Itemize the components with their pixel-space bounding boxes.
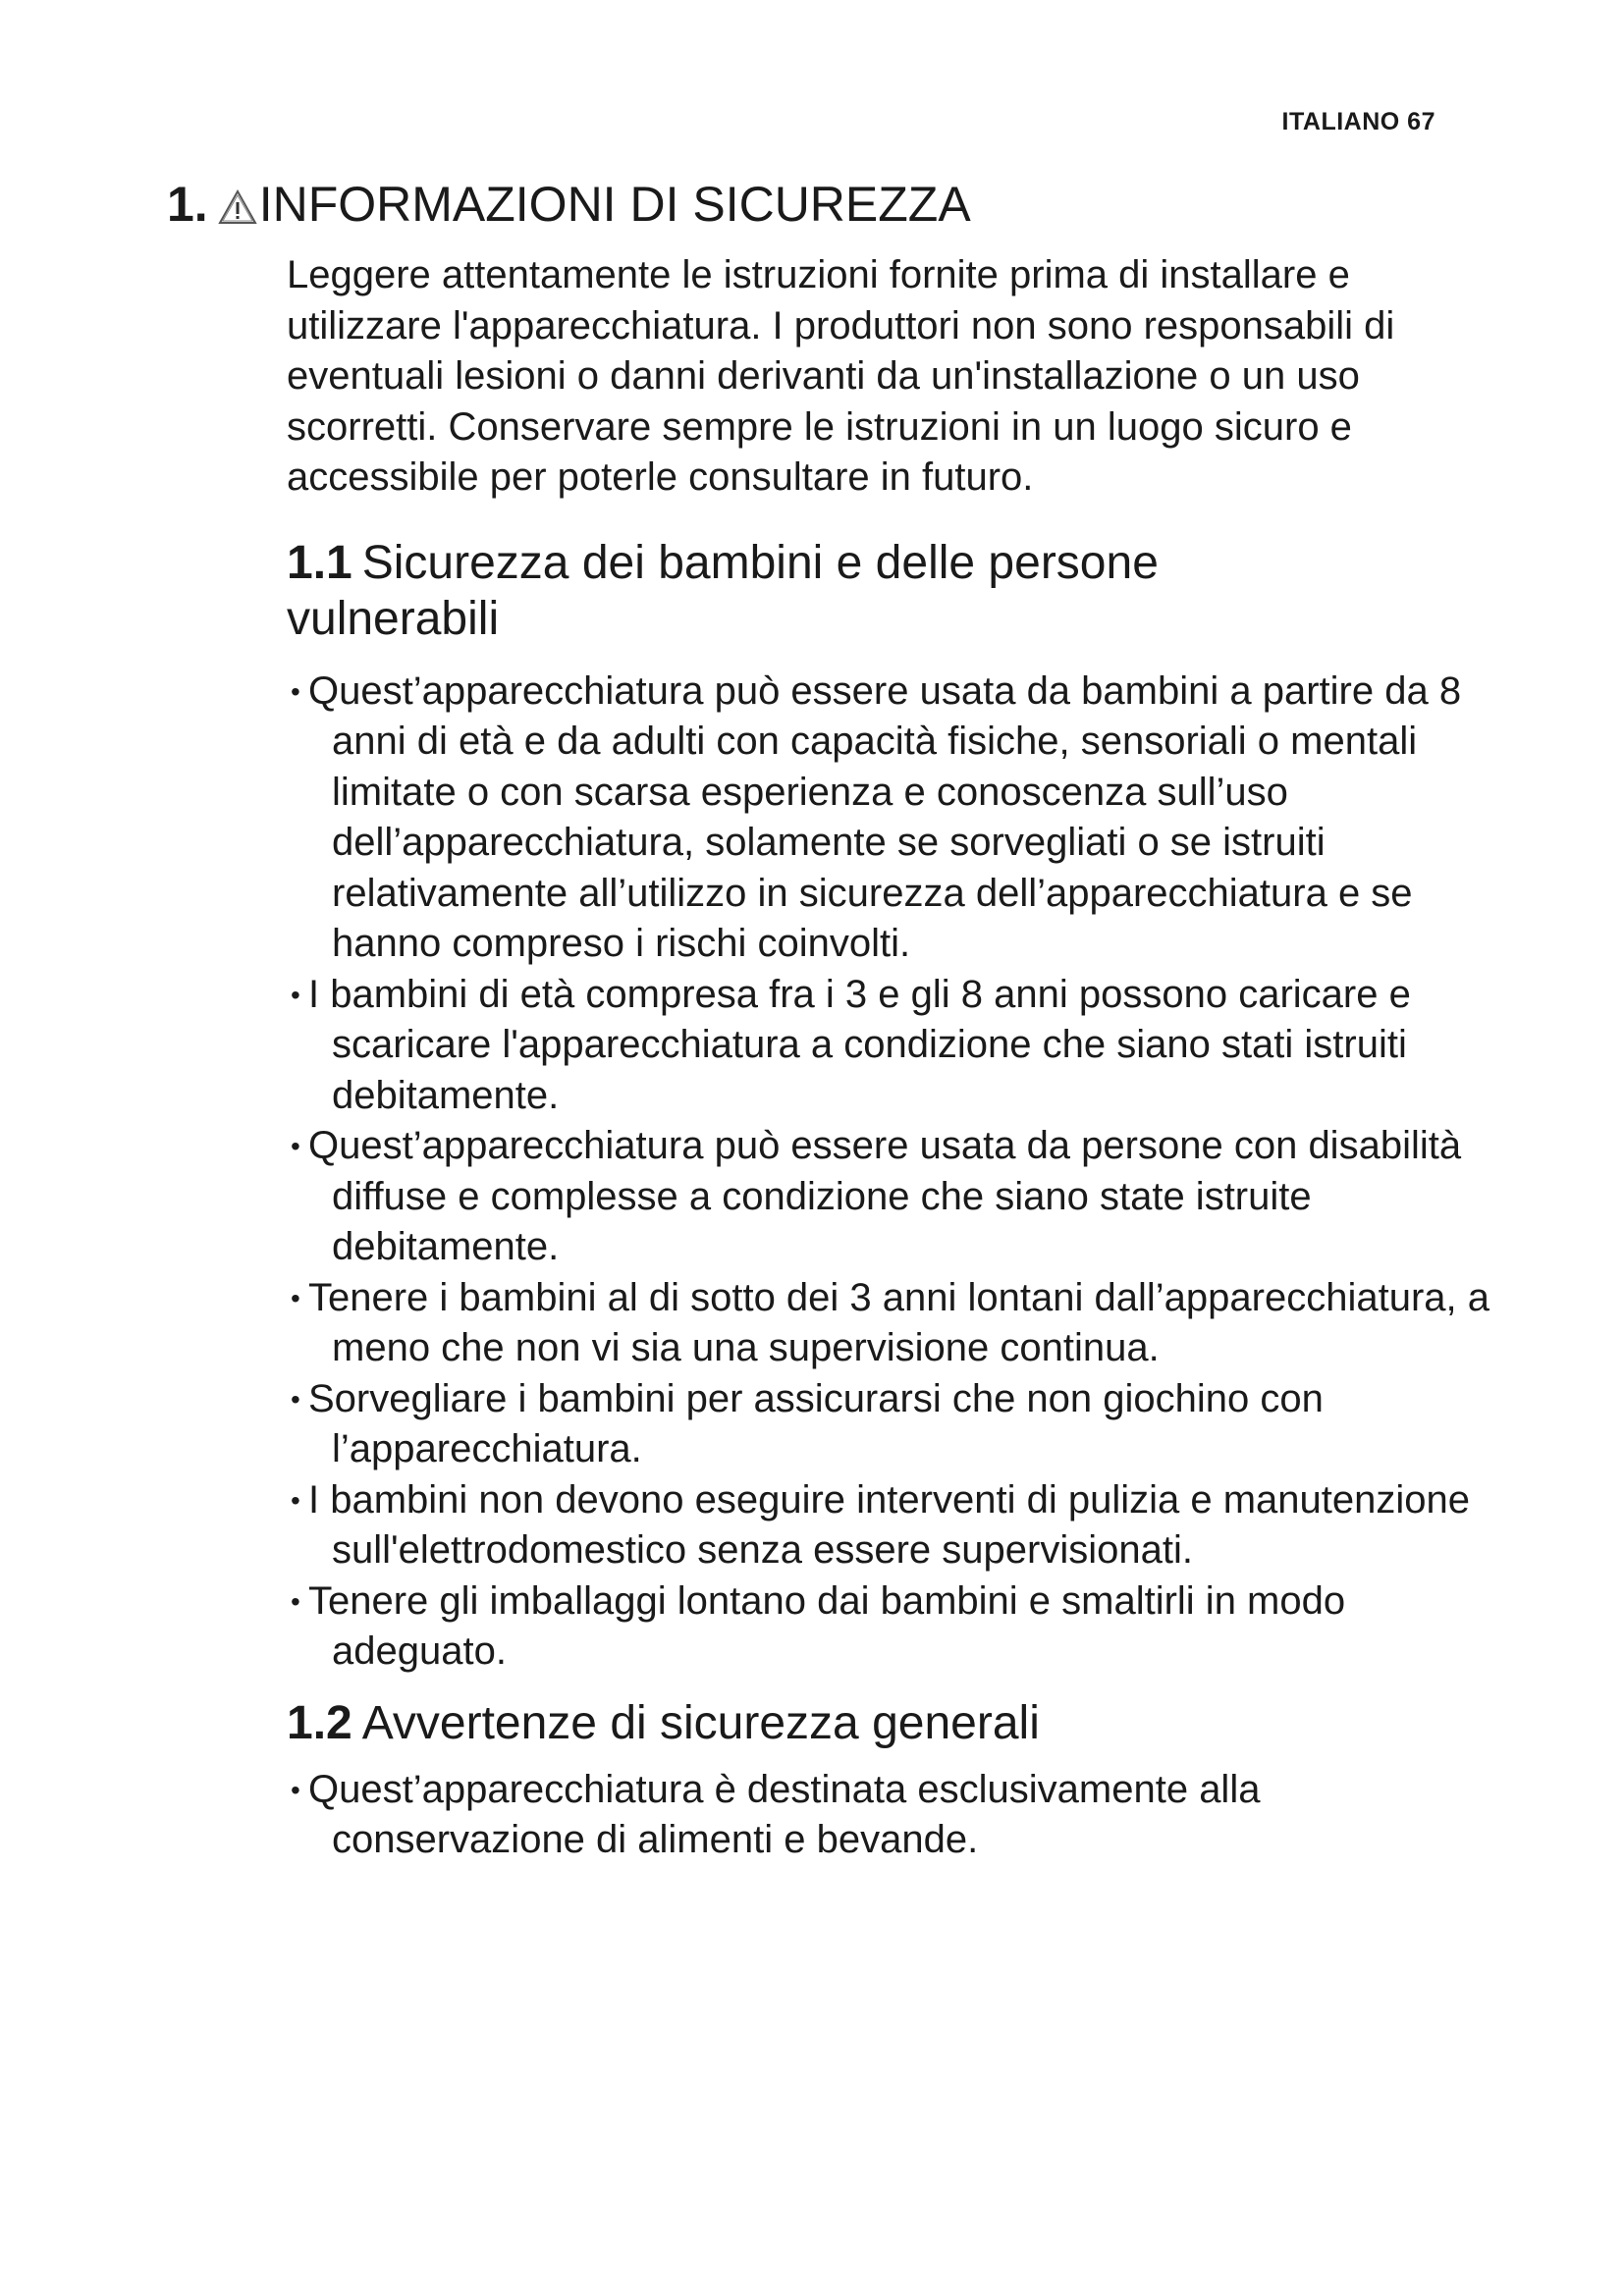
list-item: • Quest’apparecchiatura può essere usata da persone con disabilità diffuse e complesse a condizione che siano state istruite debitamente.	[287, 1121, 1494, 1273]
warning-triangle-icon	[218, 189, 257, 225]
section-title-text: INFORMAZIONI DI SICUREZZA	[258, 177, 971, 232]
section-number: 1.	[167, 177, 208, 232]
subsection-title: Avvertenze di sicurezza generali	[361, 1696, 1040, 1749]
list-item: • Tenere i bambini al di sotto dei 3 anni lontani dall’apparecchiatura, a meno che non vi sia una supervisione continua.	[287, 1273, 1494, 1374]
general-safety-list	[287, 1765, 1494, 1866]
subsection-heading-1-1	[287, 535, 1269, 647]
list-item: • Tenere gli imballaggi lontano dai bambini e smaltirli in modo adeguato.	[287, 1576, 1494, 1678]
list-item: • Quest’apparecchiatura è destinata esclusivamente alla conservazione di alimenti e bevande.	[287, 1765, 1494, 1866]
list-item: • Quest’apparecchiatura può essere usata da bambini a partire da 8 anni di età e da adulti con capacità fisiche, sensoriali o mentali limitate o con scarsa esperienza e conoscenza sull’uso dell’apparecchiatura, solamente se sorvegliati o se istruiti relativamente all’utilizzo in sicurezza dell’apparecchiatura e se hanno compreso i rischi coinvolti.	[287, 667, 1494, 970]
section-title	[167, 175, 971, 234]
list-item: • I bambini di età compresa fra i 3 e gli 8 anni possono caricare e scaricare l'apparecchiatura a condizione che siano stati istruiti debitamente.	[287, 970, 1494, 1122]
intro-paragraph: Leggere attentamente le istruzioni fornite prima di installare e utilizzare l'apparecchiatura. I produttori non sono responsabili di eventuali lesioni o danni derivanti da un'installazione o un uso scorretti. Conservare sempre le istruzioni in un luogo sicuro e accessibile per poterle consultare in futuro.	[287, 253, 1395, 499]
list-item: • Sorvegliare i bambini per assicurarsi che non giochino con l’apparecchiatura.	[287, 1374, 1494, 1475]
subsection-heading-1-2	[287, 1695, 1269, 1751]
subsection-number: 1.2	[287, 1696, 352, 1749]
subsection-title: Sicurezza dei bambini e delle persone vulnerabili	[287, 536, 1159, 645]
child-safety-list	[287, 667, 1494, 1678]
subsection-number: 1.1	[287, 536, 352, 589]
section-content	[287, 250, 1494, 1866]
list-item: • I bambini non devono eseguire interventi di pulizia e manutenzione sull'elettrodomestico senza essere supervisionati.	[287, 1475, 1494, 1576]
page-header-language-page: ITALIANO 67	[1281, 108, 1435, 135]
